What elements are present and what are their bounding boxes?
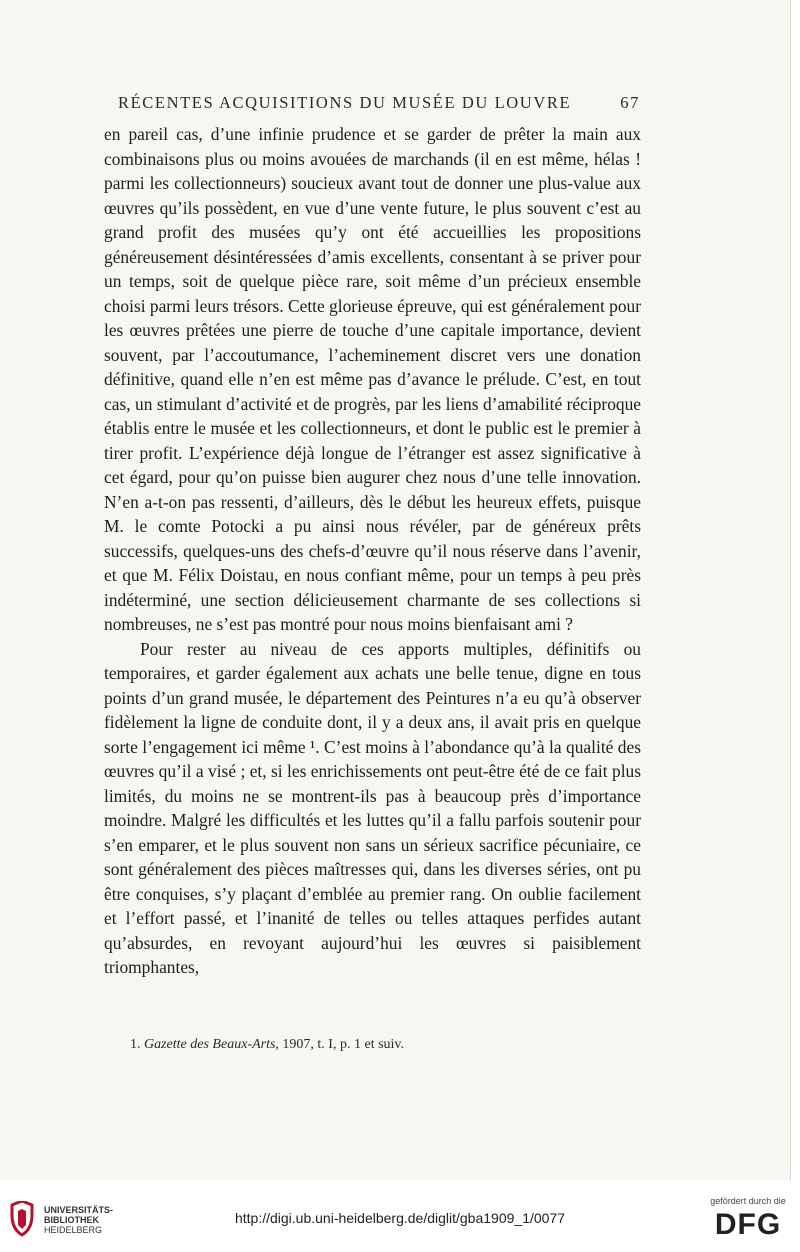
dfg-wordmark: DFG bbox=[714, 1208, 782, 1241]
body-text bbox=[104, 122, 641, 980]
digitization-footer bbox=[0, 1182, 800, 1252]
footnote-number: 1. bbox=[130, 1037, 141, 1052]
logo-line-1: UNIVERSITÄTS- bbox=[44, 1205, 114, 1215]
logo-line-3: HEIDELBERG bbox=[44, 1225, 103, 1235]
dfg-logo[interactable] bbox=[706, 1196, 790, 1242]
logo-line-2: BIBLIOTHEK bbox=[44, 1215, 99, 1225]
paragraph-2: Pour rester au niveau de ces apports multiples, définitifs ou temporaires, et garder également aux achats une belle tenue, digne en tous points d’un grand musée, le département des Peintures n’a eu qu’à observer fidèlement la ligne de conduite dont, il y a deux ans, il avait pris en quelque sorte l’engagement ici même ¹. C’est moins à l’abondance qu’à la qualité des œuvres qu’il a visé ; et, si les enrichissements ont peut-être été de ce fait plus limités, du moins ne se montrent-ils pas à beaucoup près d’importance moindre. Malgré les difficultés et les luttes qu’il a fallu parfois soutenir pour s’en emparer, et le plus souvent non sans un sérieux sacrifice pécuniaire, ce sont généralement des pièces maîtresses qui, dans les diverses séries, ont pu être conquises, s’y plaçant d’emblée au premier rang. On oublie facilement et l’effort passé, et l’inanité de telles ou telles attaques perfides autant qu’absurdes, en revoyant aujourd’hui les œuvres si paisiblement triomphantes, bbox=[104, 638, 641, 977]
running-title: RÉCENTES ACQUISITIONS DU MUSÉE DU LOUVRE bbox=[118, 93, 572, 112]
footnote bbox=[130, 1037, 630, 1053]
footnote-title: Gazette des Beaux-Arts, bbox=[144, 1037, 279, 1052]
permalink-url[interactable]: http://digi.ub.uni-heidelberg.de/diglit/gba1909_1/0077 bbox=[234, 1210, 566, 1226]
footnote-rest: 1907, t. I, p. 1 et suiv. bbox=[278, 1037, 405, 1052]
page-number: 67 bbox=[620, 93, 640, 112]
paragraph-1: en pareil cas, d’une infinie prudence et se garder de prêter la main aux combinaisons plus ou moins avouées de marchands (il en est même, hélas ! parmi les collectionneurs) soucieux avant tout de donner une plus-value aux œuvres qu’ils possèdent, en vue d’une vente future, le plus souvent c’est au grand profit des musées qu’y ont été accueillies les propositions généreusement désintéressées d’amis excellents, consentant à se priver pour un temps, soit de quelque pièce rare, soit même d’un précieux ensemble choisi parmi leurs trésors. Cette glorieuse épreuve, qui est généralement pour les œuvres prêtées une pierre de touche d’une capitale importance, devient souvent, par l’accoutumance, l’acheminement discret vers une donation définitive, quand elle n’en est même pas d’avance le prélude. C’est, en tout cas, un stimulant d’activité et de progrès, par les liens d’amabilité réciproque établis entre le musée et les collectionneurs, et dont le public est le premier à tirer profit. L’expérience déjà longue de l’étranger est assez significative à cet égard, pour qu’on puisse bien augurer chez nous d’une telle innovation. N’en a-t-on pas ressenti, d’ailleurs, dès le début les heureux effets, puisque M. le comte Potocki a pu ainsi nous révéler, par de généreux prêts successifs, quelques-uns des chefs-d’œuvre qu’il nous réserve dans l’avenir, et que M. Félix Doistau, en nous confiant même, pour un temps à peu près indéterminé, une section délicieusement charmante de ses collections si nombreuses, ne s’est pas montré pour nous moins bienfaisant ami ? bbox=[104, 124, 642, 634]
dfg-caption: gefördert durch die bbox=[710, 1196, 786, 1206]
